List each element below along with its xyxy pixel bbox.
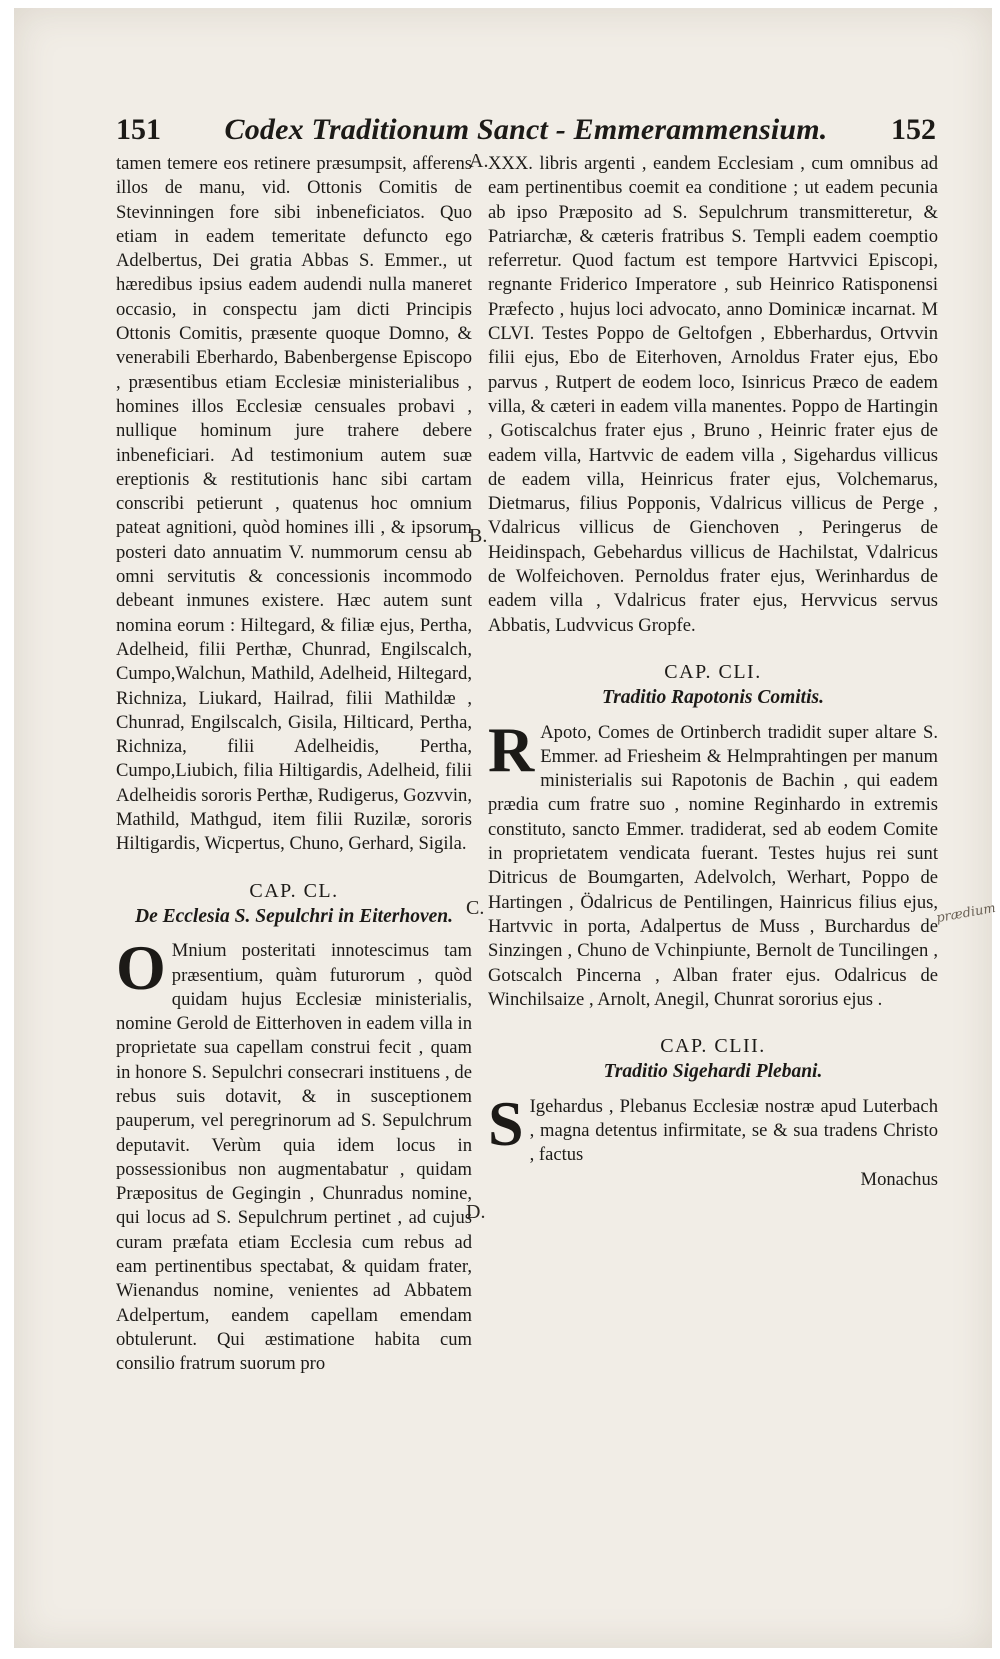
chapter-heading-cl: CAP. CL. — [249, 879, 339, 902]
catchword: Monachus — [860, 1168, 938, 1190]
chapter-title-cl: De Ecclesia S. Sepulchri in Eiterhoven. — [135, 905, 453, 927]
left-paragraph-2-text: Mnium posteritati innotescimus tam præsentium, quàm futurorum , quòd quidam hujus Ecclesiæ ministerialis, nomine Gerold de Eitterhoven in eadem villa in proprietate sua capellam construi fecit , quam in honore S. Sepulchri consecrari instituens , de rebus suis dotavit, & in susceptionem pauperum, vel peregrinorum ad S. Sepulchrum deputavit. Verùm quia idem locus in possessionibus non augmentabatur , quidam Præpositus de Gegingin , Chunradus nomine, qui locus ad S. Sepulchrum pertinet , ad cujus curam præfata etiam Ecclesia cum rebus ad eam pertinentibus spectabat, & quidam frater, Wienandus nomine, venientes ad Abbatem Adelpertum, eandem capellam emendam obtulerunt. Qui æstimatione habita cum consilio fratrum suorum pro — [116, 940, 472, 1375]
margin-letter-d: D. — [466, 1201, 486, 1223]
right-column — [488, 152, 938, 1192]
right-paragraph-2-text: Apoto, Comes de Ortinberch tradidit super altare S. Emmer. ad Friesheim & Helmprahtingen per manum ministerialis sui Rapotonis de Bachin , qui eadem prædia cum fratre suo , nomine Reginhardo in extremis constituto, sancto Emmer. tradiderat, sed ab eodem Comite in proprietatem vendicata fuerant. Testes hujus rei sunt Ditricus de Boumgarten, Adelvolch, Werhart, Poppo de Hartingen , Ödalricus de Pentilingen, Hainricus filius ejus, Hartvvic in porta, Adalpertus de Muss , Burchardus de Sinzingen , Chuno de Vchinpiunte, Bernolt de Tuncilingen , Gotscalch Pincerna , Alban frater ejus. Odalricus de Winchilsaize , Arnolt, Anegil, Chunrat sororius ejus . — [488, 721, 938, 1010]
page-number-left: 151 — [116, 113, 161, 146]
left-paragraph-1: tamen temere eos retinere præsumpsit, afferens illos de manu, vid. Ottonis Comitis de Stevinningen fore sibi inbeneficiatos. Quo etiam in eadem temeritate defuncto ego Adelbertus, Dei gratia Abbas S. Emmer., ut hæredibus ipsius eadem audendi nulla maneret occasio, in conspectu jam dicti Principis Ottonis Comitis, præsente quoque Domno, & venerabili Eberhardo, Babenbergense Episcopo , præsentibus etiam Ecclesiæ ministerialibus , homines illos Ecclesiæ censuales probavi , nullique hominum jure trahere debere inbeneficiari. Ad testimonium autem suæ ereptionis & restitutionis hanc sibi cartam conscribi petierunt , quatenus hoc omnium pateat agnitioni, quòd homines illi , & ipsorum posteri dato annuatim V. nummorum censu ab omni servitutis & concessionis incommodo debeant inmunes existere. Hæc autem sunt nomina eorum : Hiltegard, & filiæ ejus, Pertha, Adelheid, filii Perthæ, Chunrad, Engilscalch, Cumpo,Walchun, Mathild, Adelheid, Hiltegard, Richniza, Liukard, Hailrad, filii Mathildæ , Chunrad, Engilscalch, Gisila, Hilticard, Pertha, Richniza, filii Adelheidis, Pertha, Cumpo,Liubich, filia Hiltigardis, Adelheid, filii Adelheidis sororis Perthæ, Rudigerus, Gozvvin, Mathild, Mathgud, item filii Ruzilæ, sororis Hiltigardis, Wicpertus, Chuno, Gerhard, Sigila. — [116, 153, 472, 855]
chapter-title-clii: Traditio Sigehardi Plebani. — [603, 1061, 823, 1083]
running-title: Codex Traditionum Sanct - Emmerammensium. — [224, 113, 828, 146]
left-column — [116, 152, 472, 1377]
right-paragraph-2 — [488, 713, 938, 1013]
chapter-heading-clii: CAP. CLII. — [660, 1035, 766, 1058]
chapter-title-cli: Traditio Rapotonis Comitis. — [602, 687, 824, 709]
dropcap-s: S — [488, 1087, 524, 1159]
right-paragraph-3 — [488, 1087, 938, 1168]
page-number-right: 152 — [891, 113, 936, 146]
margin-letter-c: C. — [466, 897, 485, 919]
handwritten-annotation: prædium — [935, 900, 997, 927]
left-paragraph-2 — [116, 932, 472, 1376]
margin-letter-a: A. — [469, 150, 489, 172]
dropcap-r: R — [488, 713, 535, 785]
right-paragraph-3-text: Igehardus , Plebanus Ecclesiæ nostræ apud Luterbach , magna detentus infirmitate, se & sua tradens Christo , factus — [529, 1095, 938, 1166]
dropcap-o: O — [116, 932, 166, 1004]
running-head — [116, 110, 936, 150]
chapter-heading-cli: CAP. CLI. — [664, 660, 762, 683]
right-paragraph-1: XXX. libris argenti , eandem Ecclesiam , cum omnibus ad eam pertinentibus coemit ea conditione ; ut eadem pecunia ab ipso Præposito ad S. Sepulchrum transmitteretur, & Patriarchæ, & cæteris fratribus S. Templi eadem coemptio referretur. Quod factum est tempore Hartvvici Episcopi, regnante Friderico Imperatore , sub Heinrico Ratisponensi Præfecto , hujus loci advocato, anno Dominicæ incarnat. M CLVI. Testes Poppo de Geltofgen , Ebberhardus, Ortvvin filii ejus, Ebo de Eiterhoven, Arnoldus Frater ejus, Ebo parvus , Rutpert de eodem loco, Isinricus Præco de eadem villa, & cæteri in eadem villa manentes. Poppo de Hartingin , Gotiscalchus frater ejus , Bruno , Heinric frater ejus de eadem villa, Hartvvic de eadem villa , Sigehardus villicus de eadem villa, Heinricus frater ejus, Volchemarus, Dietmarus, filius Popponis, Vdalricus villicus de Perge , Vdalricus villicus de Gienchoven , Peringerus de Heidinspach, Gebehardus villicus de Hachilstat, Vdalricus de Wolfeichoven. Pernoldus frater ejus, Werinhardus de eadem villa , Vdalricus frater ejus, Hervvicus servus Abbatis, Ludvvicus Gropfe. — [488, 153, 938, 636]
margin-letter-b: B. — [469, 525, 488, 547]
